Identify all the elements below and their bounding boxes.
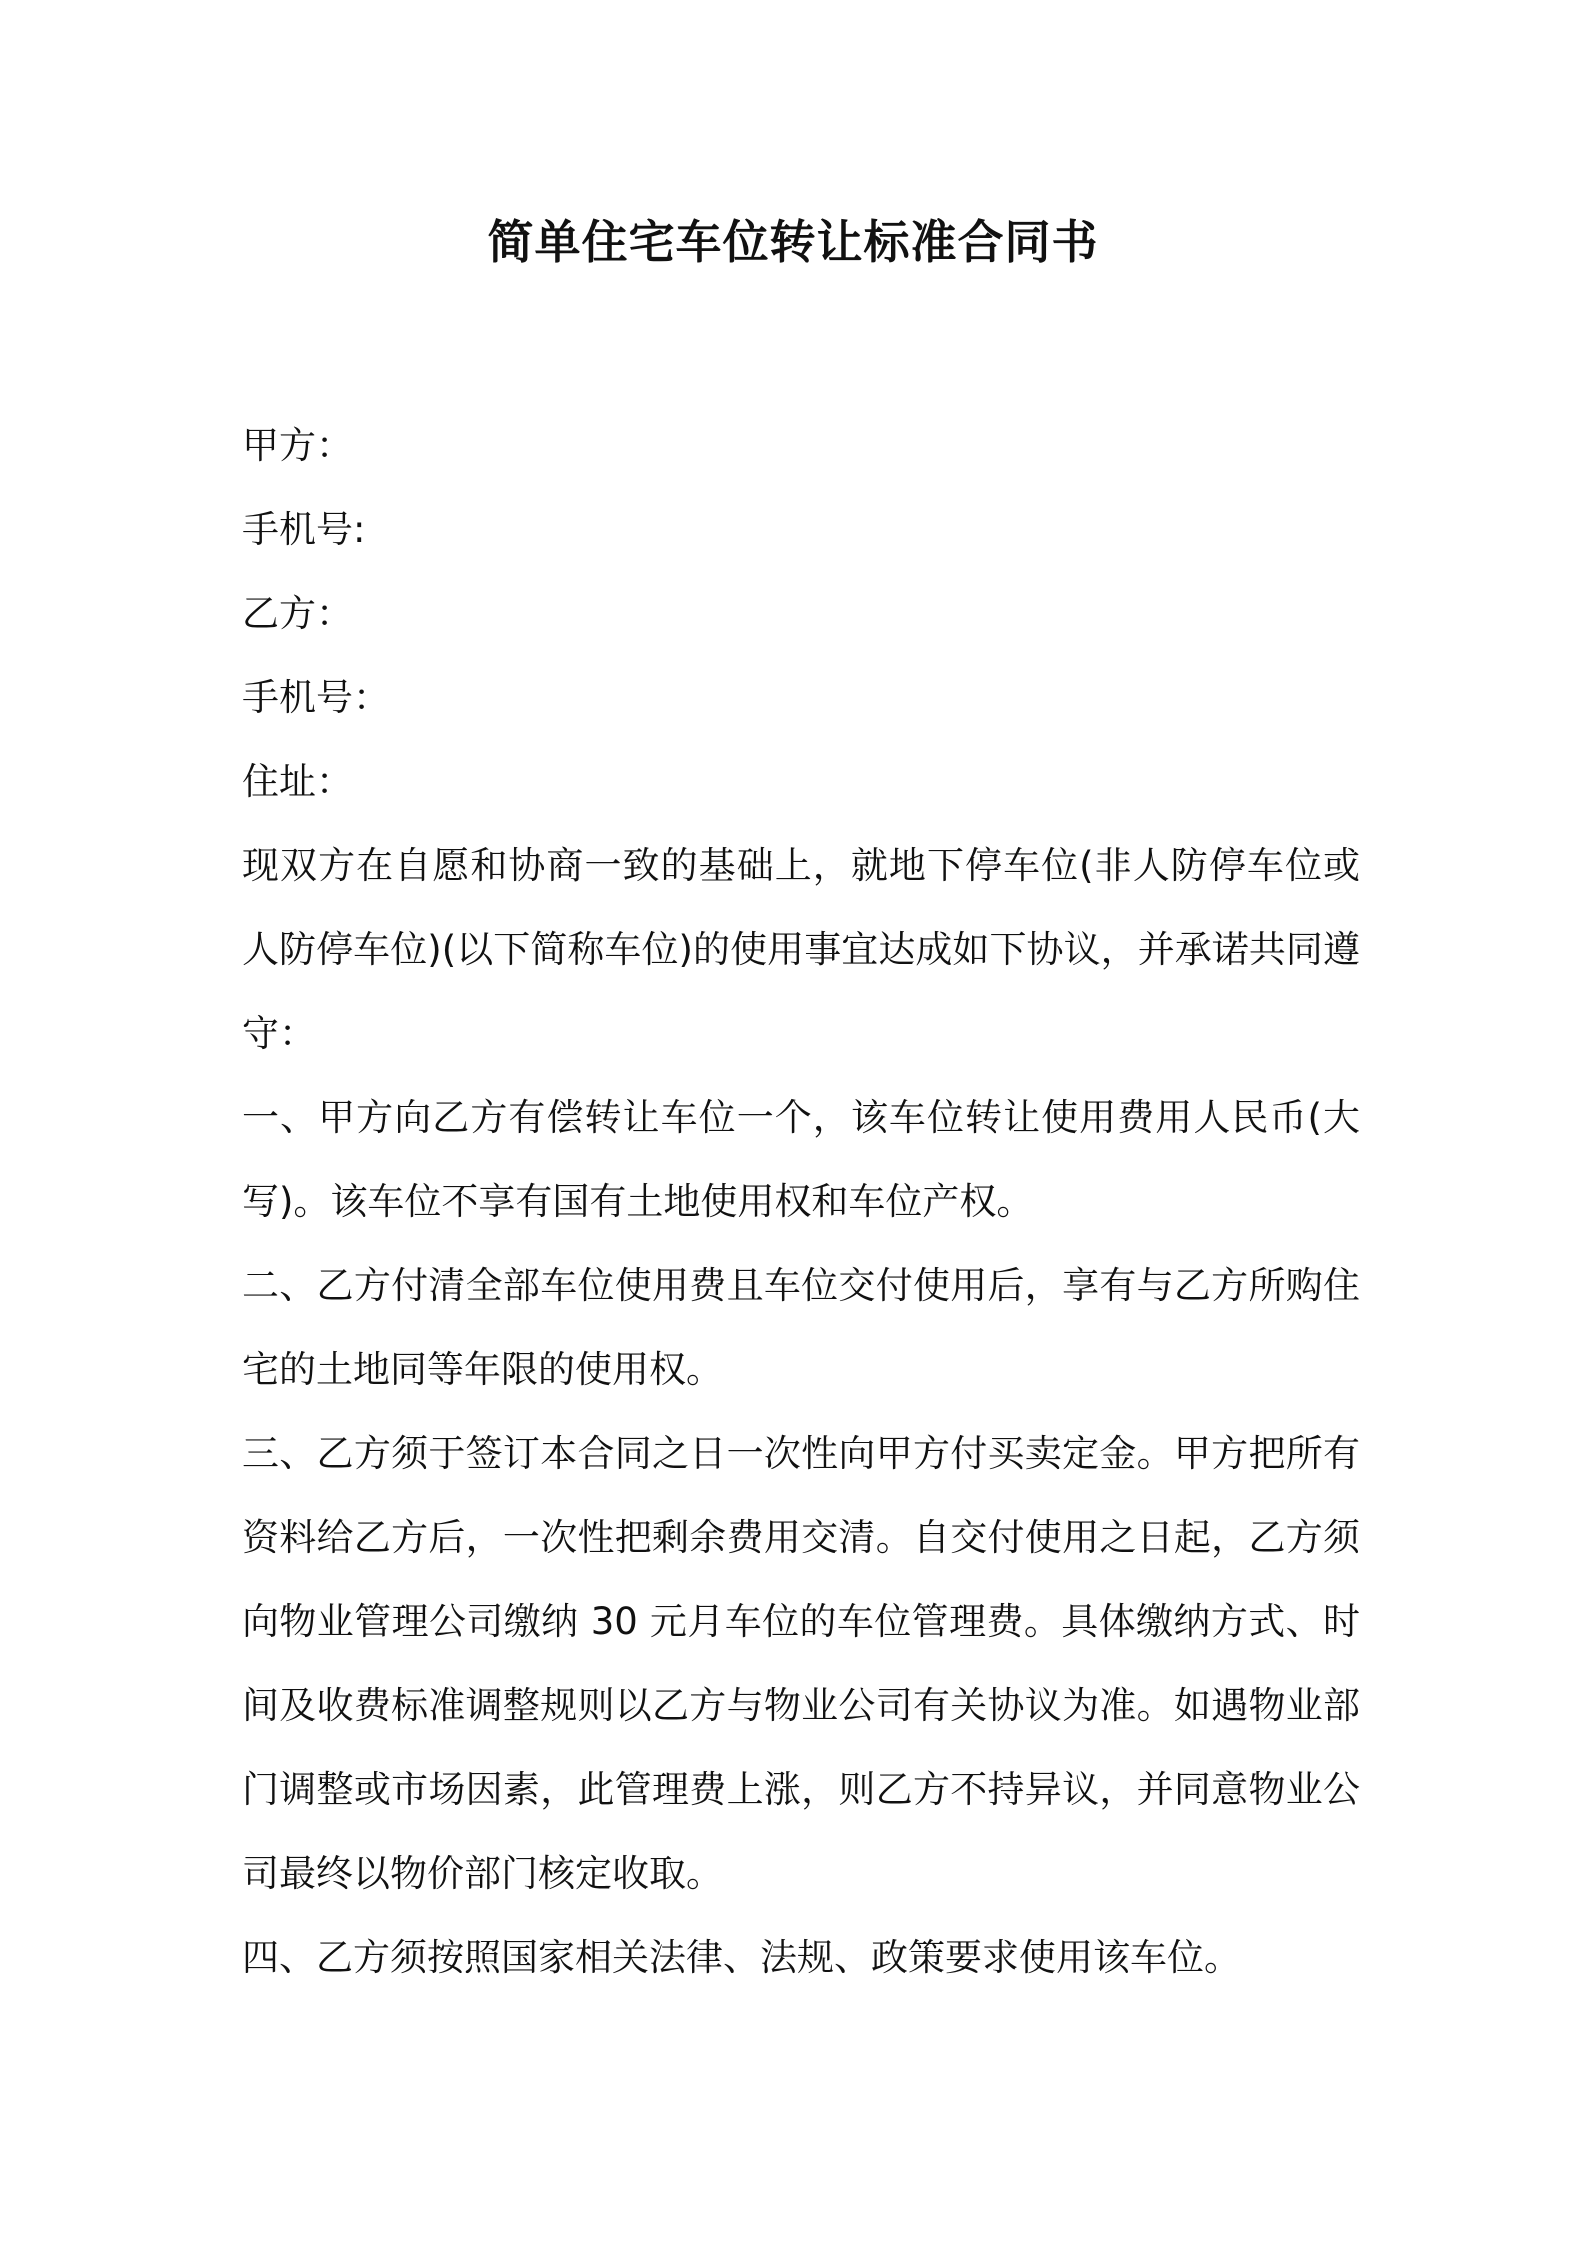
intro-paragraph: 现双方在自愿和协商一致的基础上，就地下停车位(非人防停车位或人防停车位)(以下简称车位)的使用事宜达成如下协议，并承诺共同遵守： [242, 844, 1360, 1055]
clause-4: 四、乙方须按照国家相关法律、法规、政策要求使用该车位。 [242, 1936, 1241, 1979]
document-title: 简单住宅车位转让标准合同书 [487, 215, 1099, 269]
clause-3: 三、乙方须于签订本合同之日一次性向甲方付买卖定金。甲方把所有资料给乙方后，一次性把剩余费用交清。自交付使用之日起，乙方须向物业管理公司缴纳 30 元月车位的车位管理费。具体缴纳方式、时间及收费标准调整规则以乙方与物业公司有关协议为准。如遇物业部门调整或市场因素，此管理费上涨，则乙方不持异议，并同意物业公司最终以物价部门核定收取。 [242, 1432, 1360, 1895]
address-field: 住址： [242, 760, 353, 803]
document-body [242, 404, 1360, 2000]
clause-2: 二、乙方付清全部车位使用费且车位交付使用后，享有与乙方所购住宅的土地同等年限的使用权。 [242, 1264, 1360, 1391]
party-a-field: 甲方： [242, 424, 353, 467]
party-a-phone-field: 手机号: [242, 508, 366, 551]
party-b-field: 乙方： [242, 592, 353, 635]
clause-1: 一、甲方向乙方有偿转让车位一个，该车位转让使用费用人民币(大写)。该车位不享有国有土地使用权和车位产权。 [242, 1096, 1360, 1223]
party-b-phone-field: 手机号： [242, 676, 390, 719]
